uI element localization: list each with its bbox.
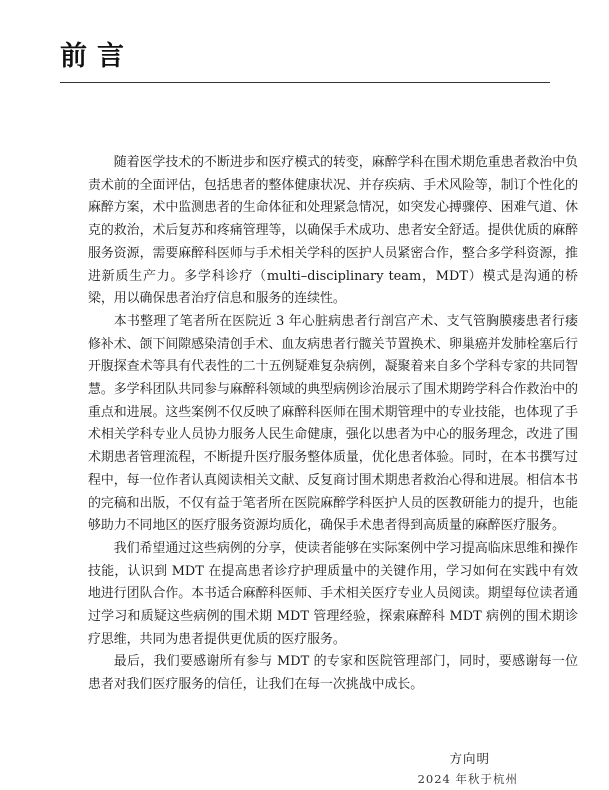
page-title: 前言 [60,41,134,72]
paragraph-2: 本书整理了笔者所在医院近 3 年心脏病患者行剖宫产术、支气管胸膜瘘患者行瘘修补术、颌下间隙感染清创手术、血友病患者行髋关节置换术、卵巢癌并发肺栓塞后行开腹探查术等具有代表性的二十五例疑难复杂病例，凝聚着来自多个学科专家的共同智慧。多学科团队共同参与麻醉科领域的典型病例诊治展示了围术期跨学科合作救治中的重点和进展。这些案例不仅反映了麻醉科医师在围术期管理中的专业技能，也体现了手术相关学科专业人员协力服务人民生命健康，强化以患者为中心的服务理念，改进了围术期患者管理流程，不断提升医疗服务整体质量，优化患者体验。同时，在本书撰写过程中，每一位作者认真阅读相关文献、反复商讨围术期患者救治心得和进展。相信本书的完稿和出版，不仅有益于笔者所在医院麻醉学科医护人员的医教研能力的提升，也能够助力不同地区的医疗服务资源均质化，确保手术患者得到高质量的麻醉医疗服务。 [88,313,578,534]
date-place: 2024 年秋于杭州 [417,772,518,786]
paragraph-4: 最后，我们要感谢所有参与 MDT 的专家和医院管理部门，同时，要感谢每一位患者对我们医疗服务的信任，让我们在每一次挑战中成长。 [88,654,578,693]
paragraph-3: 我们希望通过这些病例的分享，使读者能够在实际案例中学习提高临床思维和操作技能，认识到 MDT 在提高患者诊疗护理质量中的关键作用，学习如何在实践中有效地进行团队合作。本书适合麻醉科医师、手术相关医疗专业人员阅读。期望每位读者通过学习和质疑这些病例的围术期 MDT 管理经验，探索麻醉科 MDT 病例的围术期诊疗思维，共同为患者提供更优质的医疗服务。 [88,540,578,647]
preface-body [88,152,578,697]
author-signature: 方向明 [449,751,490,766]
paragraph-1: 随着医学技术的不断进步和医疗模式的转变，麻醉学科在围术期危重患者救治中负责术前的全面评估，包括患者的整体健康状况、并存疾病、手术风险等，制订个性化的麻醉方案，术中监测患者的生命体征和处理紧急情况，如突发心搏骤停、困难气道、休克的救治，术后复苏和疼痛管理等，以确保手术成功、患者安全舒适。提供优质的麻醉服务资源，需要麻醉科医师与手术相关学科的医护人员紧密合作，整合多学科资源，推进新质生产力。多学科诊疗（multi–disciplinary team，MDT）模式是沟通的桥梁，用以确保患者治疗信息和服务的连续性。 [88,155,578,307]
title-divider [60,82,550,83]
